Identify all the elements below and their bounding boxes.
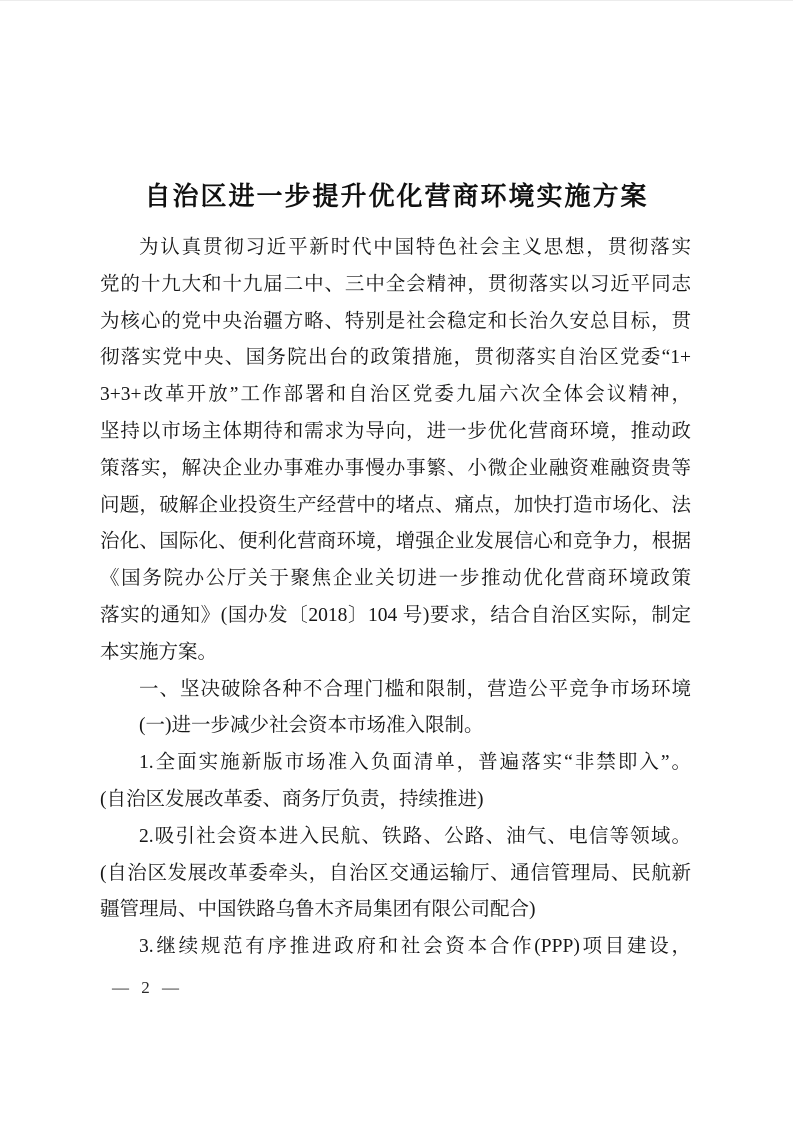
text-line: 2.吸引社会资本进入民航、铁路、公路、油气、电信等领域。 xyxy=(139,825,691,847)
text-line: 落实的通知》(国办发〔2018〕104 号)要求，结合自治区实际，制定 xyxy=(100,604,691,626)
document-title: 自治区进一步提升优化营商环境实施方案 xyxy=(144,182,649,212)
text-line: 3.继续规范有序推进政府和社会资本合作(PPP)项目建设， xyxy=(139,936,691,958)
text-line: 一、坚决破除各种不合理门槛和限制，营造公平竞争市场环境 xyxy=(139,678,691,700)
text-line: 治化、国际化、便利化营商环境，增强企业发展信心和竞争力，根据 xyxy=(100,531,691,553)
text-line: 《国务院办公厅关于聚焦企业关切进一步推动优化营商环境政策 xyxy=(100,568,691,590)
text-line: 本实施方案。 xyxy=(100,641,218,663)
text-line: 坚持以市场主体期待和需求为导向，进一步优化营商环境，推动政 xyxy=(100,420,691,442)
text-line: 疆管理局、中国铁路乌鲁木齐局集团有限公司配合) xyxy=(100,899,536,921)
text-line: 问题，破解企业投资生产经营中的堵点、痛点，加快打造市场化、法 xyxy=(100,494,691,516)
text-line: 为核心的党中央治疆方略、特别是社会稳定和长治久安总目标，贯 xyxy=(100,310,691,332)
text-line: (自治区发展改革委牵头，自治区交通运输厅、通信管理局、民航新 xyxy=(100,862,691,884)
text-line: 1.全面实施新版市场准入负面清单，普遍落实“非禁即入”。 xyxy=(139,752,691,774)
page-number: — 2 — xyxy=(112,978,183,997)
text-line: 策落实，解决企业办事难办事慢办事繁、小微企业融资难融资贵等 xyxy=(100,457,691,479)
text-line: 彻落实党中央、国务院出台的政策措施，贯彻落实自治区党委“1+ xyxy=(100,347,691,369)
text-line: (一)进一步减少社会资本市场准入限制。 xyxy=(139,715,484,737)
document-body xyxy=(100,230,691,966)
text-line: 党的十九大和十九届二中、三中全会精神，贯彻落实以习近平同志 xyxy=(100,273,691,295)
text-line: 为认真贯彻习近平新时代中国特色社会主义思想，贯彻落实 xyxy=(139,237,691,258)
text-line: 3+3+改革开放”工作部署和自治区党委九届六次全体会议精神， xyxy=(100,384,691,406)
text-line: (自治区发展改革委、商务厅负责，持续推进) xyxy=(100,788,484,810)
